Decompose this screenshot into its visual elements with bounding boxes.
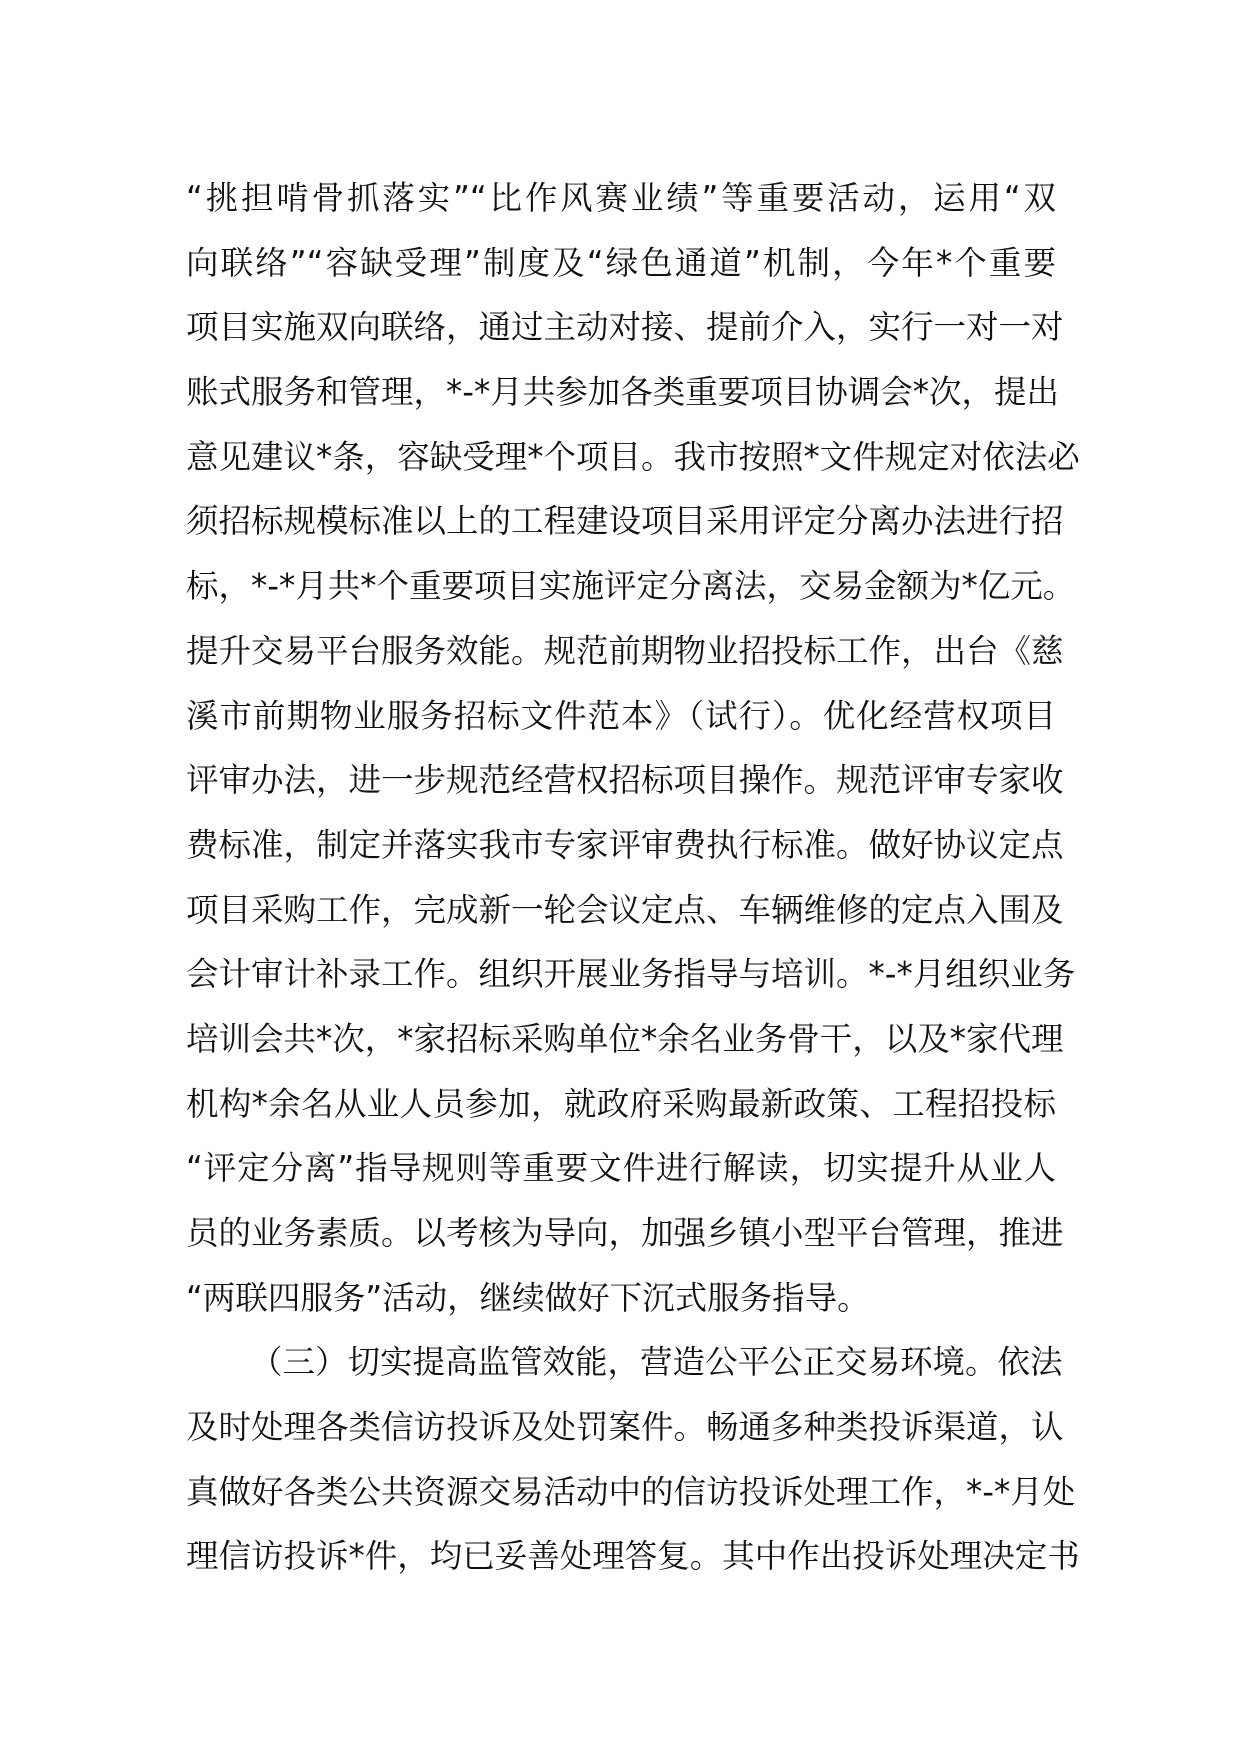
text-line: 及时处理各类信访投诉及处罚案件。畅通多种类投诉渠道，认 [186,1408,1064,1447]
text-line: “挑担啃骨抓落实”“比作风赛业绩”等重要活动，运用“双 [186,179,1056,217]
text-line: 理信访投诉*件，均已妥善处理答复。其中作出投诉处理决定书 [186,1537,1080,1576]
text-line: 提升交易平台服务效能。规范前期物业招投标工作，出台《慈 [186,631,1064,670]
text-line: 评审办法，进一步规范经营权招标项目操作。规范评审专家收 [186,761,1064,800]
paragraph-end-line: “两联四服务”活动，继续做好下沉式服务指导。 [186,1278,870,1317]
text-line: 意见建议*条，容缺受理*个项目。我市按照*文件规定对依法必 [186,437,1080,476]
text-line: 标，*-*月共*个重要项目实施评定分离法，交易金额为*亿元。 [186,567,1076,606]
text-line: 须招标规模标准以上的工程建设项目采用评定分离办法进行招 [186,502,1064,541]
text-line: 向联络”“容缺受理”制度及“绿色通道”机制，今年*个重要 [186,243,1056,282]
section-heading-line: （三）切实提高监管效能，营造公平公正交易环境。依法 [250,1343,1063,1382]
text-line: 真做好各类公共资源交易活动中的信访投诉处理工作，*-*月处 [186,1472,1076,1511]
text-line: 项目采购工作，完成新一轮会议定点、车辆维修的定点入围及 [186,890,1064,929]
text-line: 账式服务和管理，*-*月共参加各类重要项目协调会*次，提出 [186,373,1059,412]
text-line: 溪市前期物业服务招标文件范本》（试行）。优化经营权项目 [186,696,1056,735]
text-line: 员的业务素质。以考核为导向，加强乡镇小型平台管理，推进 [186,1214,1064,1252]
body-text [186,166,1080,1589]
text-line: 会计审计补录工作。组织开展业务指导与培训。*-*月组织业务 [186,955,1076,994]
text-line: “评定分离”指导规则等重要文件进行解读，切实提升从业人 [186,1149,1056,1188]
text-line: 项目实施双向联络，通过主动对接、提前介入，实行一对一对 [186,308,1064,347]
text-line: 费标准，制定并落实我市专家评审费执行标准。做好协议定点 [186,825,1064,864]
text-line: 培训会共*次，*家招标采购单位*余名业务骨干，以及*家代理 [186,1019,1064,1058]
text-line: 机构*余名从业人员参加，就政府采购最新政策、工程招投标 [186,1084,1056,1123]
